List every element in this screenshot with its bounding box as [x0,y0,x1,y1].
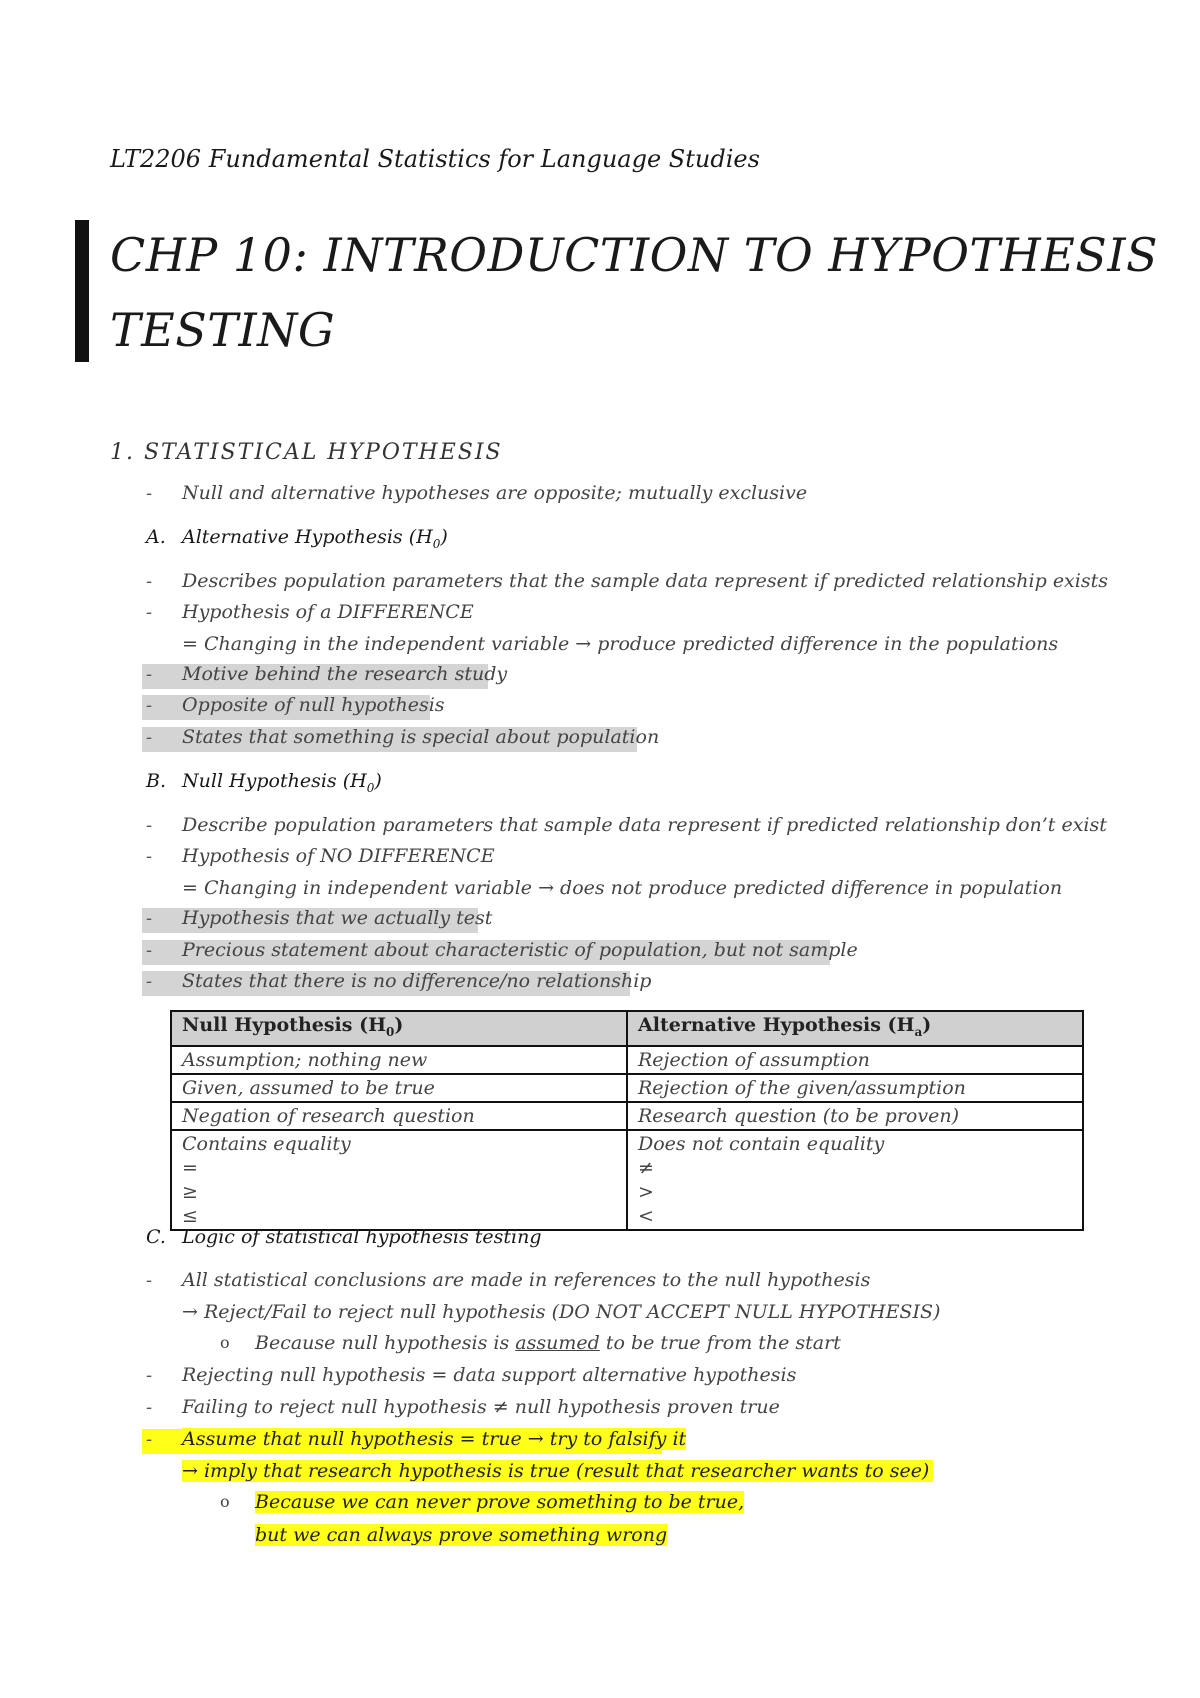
table-cell: Assumption; nothing new [171,1046,627,1074]
table-header-row [171,1011,1083,1046]
bullet-dash: - [146,602,153,623]
bullet-circle: o [220,1492,230,1511]
list-item: All statistical conclusions are made in references to the null hypothesis [182,1269,871,1291]
highlighted-item-continuation: → imply that research hypothesis is true (result that researcher wants to see) [182,1460,933,1482]
table-cell: Given, assumed to be true [171,1074,627,1102]
bullet-dash: - [146,908,153,929]
section-heading: 1. STATISTICAL HYPOTHESIS [110,440,503,465]
list-item: Hypothesis of a DIFFERENCE [182,601,474,623]
cell-symbol: > [638,1180,654,1203]
bullet-dash: - [146,571,153,592]
table-row [171,1046,1083,1074]
highlighted-subitem: Because we can never prove something to be true, [255,1491,745,1513]
bullet-dash: - [146,695,153,716]
subsection-label-a: A. [146,526,166,548]
subsection-heading-b: Null Hypothesis $(H_0)$ [182,770,382,795]
chapter-title-line2: TESTING [110,303,336,357]
table-cell: Rejection of the given/assumption [627,1074,1083,1102]
table-cell: Rejection of assumption [627,1046,1083,1074]
table-cell [627,1130,1083,1230]
list-item: Hypothesis of NO DIFFERENCE [182,845,495,867]
cell-symbol: ≥ [182,1180,198,1203]
highlighted-item: States that there is no difference/no relationship [182,970,652,992]
table-row [171,1102,1083,1130]
bullet-dash: - [146,971,153,992]
cell-symbol: = [182,1156,198,1179]
section-intro: Null and alternative hypotheses are opposite; mutually exclusive [182,482,808,504]
highlighted-item: Precious statement about characteristic of population, but not sample [182,939,858,961]
highlighted-item: Hypothesis that we actually test [182,907,493,929]
list-item: Failing to reject null hypothesis ≠ null hypothesis proven true [182,1396,780,1418]
table-row [171,1130,1083,1230]
list-item-continuation: = Changing in the independent variable → produce predicted difference in the populations [182,633,1059,655]
highlighted-item: States that something is special about population [182,726,660,748]
table-header-alternative: Alternative Hypothesis $(H_a)$ [627,1011,1083,1046]
bullet-dash: - [146,1270,153,1291]
table-cell [171,1130,627,1230]
highlighted-item: Assume that null hypothesis = true → try to falsify it [182,1428,687,1450]
table-row [171,1074,1083,1102]
bullet-dash: - [146,1365,153,1386]
list-item: Rejecting null hypothesis = data support alternative hypothesis [182,1364,797,1386]
list-item: Describes population parameters that the sample data represent if predicted relationship exists [182,570,1108,592]
subsection-heading-a: Alternative Hypothesis $(H_0)$ [182,526,448,551]
highlighted-item: Opposite of null hypothesis [182,694,445,716]
cell-line: Does not contain equality [638,1132,885,1155]
table-cell: Research question (to be proven) [627,1102,1083,1130]
bullet-dash: - [146,846,153,867]
hypothesis-comparison-table [170,1010,1084,1231]
subsection-label-b: B. [146,770,167,792]
table-header-null: Null Hypothesis $(H_0)$ [171,1011,627,1046]
list-item-continuation: → Reject/Fail to reject null hypothesis (DO NOT ACCEPT NULL HYPOTHESIS) [182,1301,941,1323]
highlighted-item: Motive behind the research study [182,663,508,685]
chapter-title-line1: CHP 10: INTRODUCTION TO HYPOTHESIS [110,228,1159,282]
list-item-continuation: = Changing in independent variable → does not produce predicted difference in population [182,877,1063,899]
bullet-dash: - [146,940,153,961]
cell-symbol: ≤ [182,1204,198,1227]
table-cell: Negation of research question [171,1102,627,1130]
bullet-dash: - [146,1397,153,1418]
bullet-dash: - [146,483,153,504]
bullet-dash: - [146,727,153,748]
bullet-dash: - [146,1429,153,1450]
cell-symbol: < [638,1204,654,1227]
cell-symbol: ≠ [638,1156,654,1179]
list-item: Describe population parameters that sample data represent if predicted relationship don’t exist [182,814,1107,836]
subsection-label-c: C. [146,1226,166,1248]
bullet-dash: - [146,815,153,836]
course-title: LT2206 Fundamental Statistics for Language Studies [110,145,760,173]
title-accent-bar [75,220,89,362]
bullet-dash: - [146,664,153,685]
list-subitem: Because null hypothesis is assumed to be true from the start [255,1332,841,1354]
cell-line: Contains equality [182,1132,351,1155]
bullet-circle: o [220,1333,230,1352]
highlighted-subitem: but we can always prove something wrong [255,1524,668,1546]
subsection-heading-c: Logic of statistical hypothesis testing [182,1226,542,1248]
